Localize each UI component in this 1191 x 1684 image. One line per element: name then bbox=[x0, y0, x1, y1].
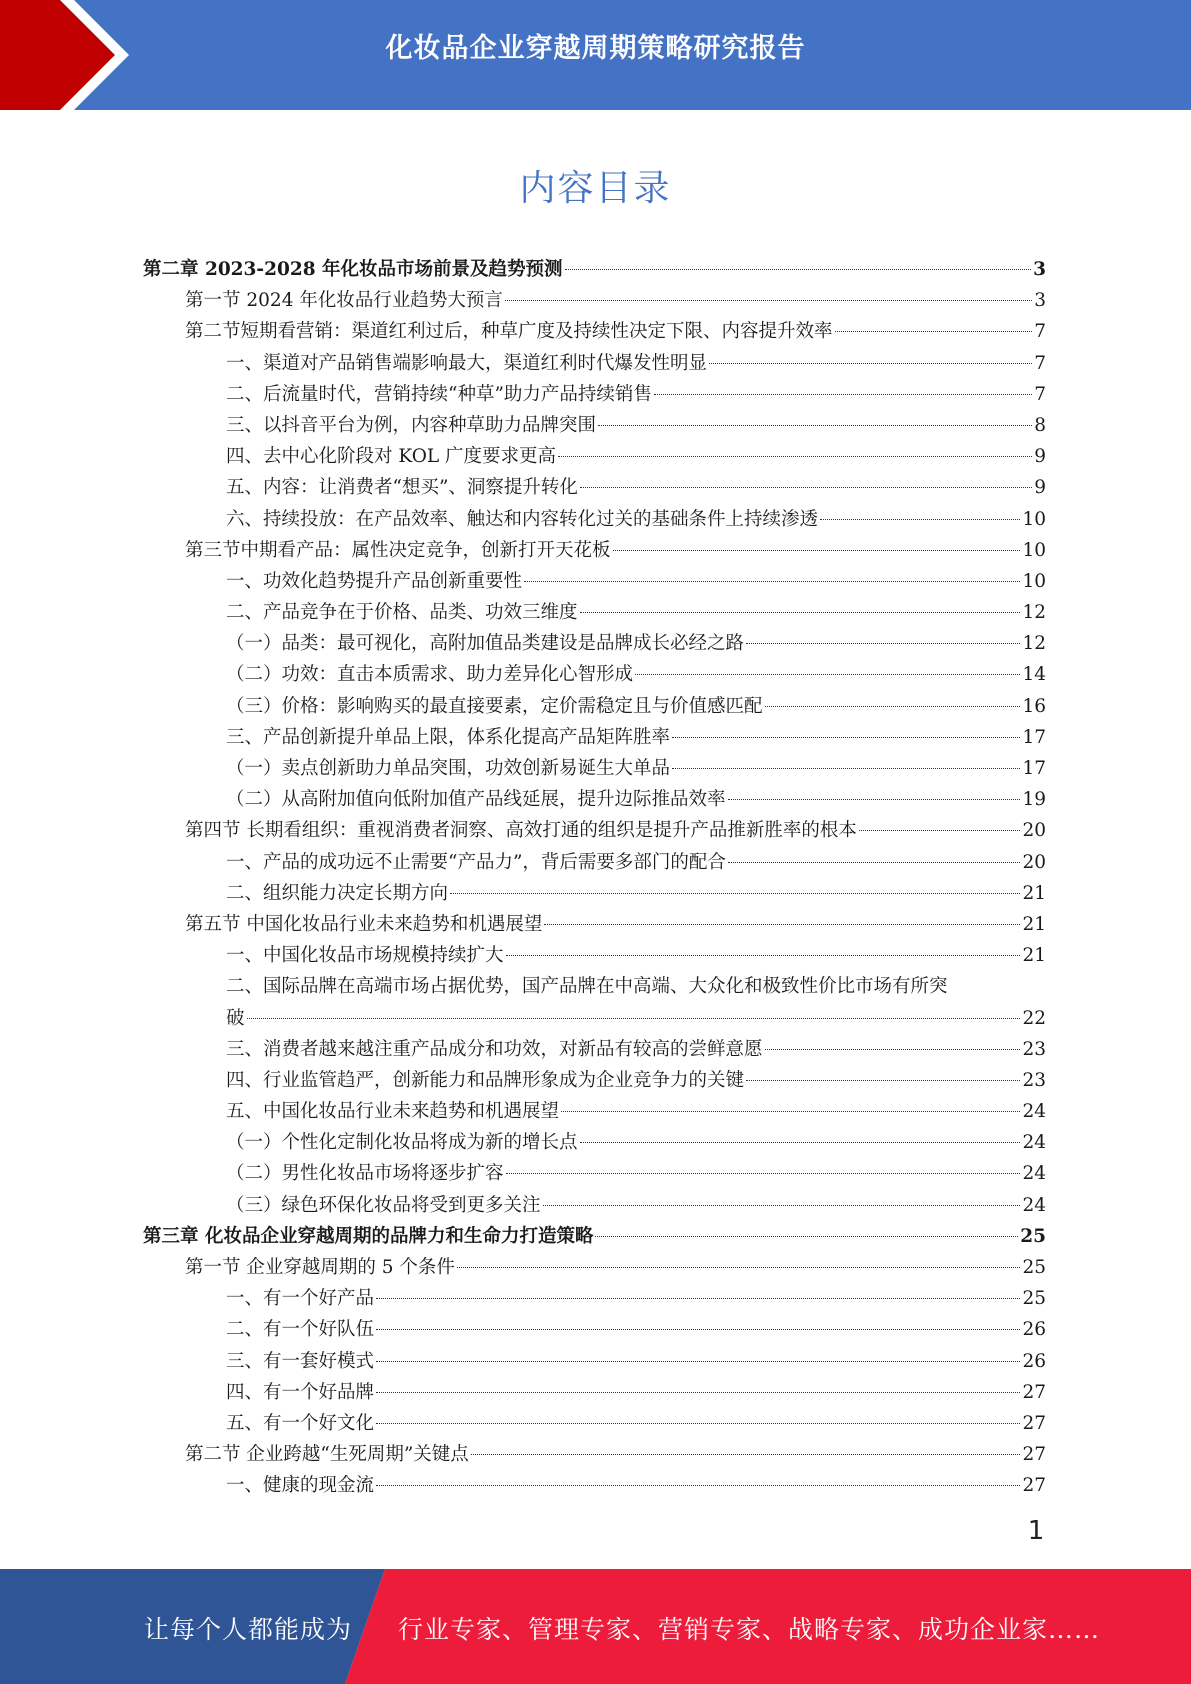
toc-page-number: 20 bbox=[1022, 820, 1046, 842]
toc-entry[interactable] bbox=[0, 722, 1046, 753]
toc-entry-text: （二）男性化妆品市场将逐步扩容 bbox=[226, 1163, 504, 1185]
toc-page-number: 12 bbox=[1022, 602, 1046, 624]
document-title: 化妆品企业穿越周期策略研究报告 bbox=[385, 33, 806, 64]
toc-leader-dots bbox=[728, 799, 1021, 800]
toc-entry[interactable] bbox=[0, 535, 1046, 566]
toc-page-number: 25 bbox=[1022, 1288, 1046, 1310]
toc-leader-dots bbox=[565, 269, 1032, 270]
toc-entry-text: 四、去中心化阶段对 KOL 广度要求更高 bbox=[226, 446, 557, 468]
toc-entry-text: 第三章 化妆品企业穿越周期的品牌力和生命力打造策略 bbox=[143, 1225, 594, 1247]
toc-entry-text: 第三节中期看产品：属性决定竞争，创新打开天花板 bbox=[185, 539, 611, 561]
toc-entry[interactable] bbox=[0, 847, 1046, 878]
toc-leader-dots bbox=[859, 830, 1021, 831]
toc-leader-dots bbox=[376, 1329, 1020, 1330]
toc-entry[interactable] bbox=[0, 348, 1046, 379]
toc-entry[interactable] bbox=[0, 1346, 1046, 1377]
toc-page-number: 10 bbox=[1022, 570, 1046, 592]
toc-page-number: 20 bbox=[1022, 851, 1046, 873]
toc-leader-dots bbox=[376, 1423, 1020, 1424]
toc-page-number: 24 bbox=[1022, 1163, 1046, 1185]
toc-entry[interactable] bbox=[0, 441, 1046, 472]
toc-leader-dots bbox=[558, 456, 1032, 457]
toc-leader-dots bbox=[672, 737, 1020, 738]
toc-leader-dots bbox=[543, 1205, 1021, 1206]
toc-entry[interactable] bbox=[0, 1065, 1046, 1096]
toc-leader-dots bbox=[613, 550, 1021, 551]
toc-entry[interactable] bbox=[0, 628, 1046, 659]
toc-entry[interactable] bbox=[0, 784, 1046, 815]
toc-page-number: 27 bbox=[1022, 1381, 1046, 1403]
toc-entry-text: 三、有一套好模式 bbox=[226, 1350, 375, 1372]
toc-leader-dots bbox=[506, 1173, 1021, 1174]
toc-page-number: 12 bbox=[1022, 633, 1046, 655]
toc-entry[interactable] bbox=[0, 285, 1046, 316]
toc-entry-text: （一）品类：最可视化，高附加值品类建设是品牌成长必经之路 bbox=[226, 633, 745, 655]
toc-leader-dots bbox=[595, 1236, 1018, 1237]
toc-leader-dots bbox=[654, 394, 1032, 395]
toc-list bbox=[0, 254, 1191, 1502]
toc-page-number: 27 bbox=[1022, 1412, 1046, 1434]
toc-entry[interactable] bbox=[0, 1314, 1046, 1345]
toc-page-number: 25 bbox=[1020, 1225, 1046, 1247]
toc-leader-dots bbox=[580, 612, 1021, 613]
toc-leader-dots bbox=[247, 1018, 1021, 1019]
toc-page-number: 8 bbox=[1034, 414, 1046, 436]
toc-entry-text: 第二节短期看营销：渠道红利过后，种草广度及持续性决定下限、内容提升效率 bbox=[185, 321, 833, 343]
toc-entry-text: 二、产品竞争在于价格、品类、功效三维度 bbox=[226, 602, 578, 624]
toc-leader-dots bbox=[561, 1111, 1020, 1112]
toc-entry[interactable] bbox=[0, 753, 1046, 784]
toc-leader-dots bbox=[457, 1267, 1021, 1268]
toc-entry[interactable] bbox=[0, 940, 1046, 971]
toc-entry-text: 三、产品创新提升单品上限，体系化提高产品矩阵胜率 bbox=[226, 726, 671, 748]
toc-entry-text: 三、消费者越来越注重产品成分和功效，对新品有较高的尝鲜意愿 bbox=[226, 1038, 763, 1060]
toc-page-number: 24 bbox=[1022, 1101, 1046, 1123]
toc-leader-dots bbox=[728, 862, 1021, 863]
toc-entry-text: 一、渠道对产品销售端影响最大，渠道红利时代爆发性明显 bbox=[226, 352, 708, 374]
toc-leader-dots bbox=[471, 1454, 1021, 1455]
toc-entry[interactable] bbox=[0, 815, 1046, 846]
toc-entry-text: 第一节 企业穿越周期的 5 个条件 bbox=[185, 1257, 455, 1279]
toc-leader-dots bbox=[820, 519, 1020, 520]
toc-entry-text: 第二节 企业跨越“生死周期”关键点 bbox=[185, 1444, 469, 1466]
toc-entry[interactable] bbox=[0, 1377, 1046, 1408]
toc-entry[interactable] bbox=[0, 1470, 1046, 1501]
toc-entry-text: 一、中国化妆品市场规模持续扩大 bbox=[226, 945, 504, 967]
toc-page-number: 27 bbox=[1022, 1475, 1046, 1497]
toc-entry-continuation bbox=[226, 1003, 1046, 1034]
page-number: 1 bbox=[1027, 1516, 1045, 1546]
toc-page-number: 14 bbox=[1022, 664, 1046, 686]
toc-leader-dots bbox=[376, 1392, 1020, 1393]
toc-entry-text: 二、后流量时代，营销持续“种草”助力产品持续销售 bbox=[226, 383, 652, 405]
toc-entry-text: 五、中国化妆品行业未来趋势和机遇展望 bbox=[226, 1101, 560, 1123]
toc-entry[interactable] bbox=[0, 254, 1046, 285]
toc-entry-text: （二）功效：直击本质需求、助力差异化心智形成 bbox=[226, 664, 634, 686]
toc-page-number: 24 bbox=[1022, 1194, 1046, 1216]
footer-slogan-left: 让每个人都能成为 bbox=[144, 1615, 353, 1644]
toc-page-number: 27 bbox=[1022, 1444, 1046, 1466]
toc-entry-text: 六、持续投放：在产品效率、触达和内容转化过关的基础条件上持续渗透 bbox=[226, 508, 819, 530]
toc-page-number: 26 bbox=[1022, 1350, 1046, 1372]
toc-page-number: 16 bbox=[1022, 695, 1046, 717]
toc-entry[interactable] bbox=[0, 909, 1046, 940]
toc-leader-dots bbox=[376, 1361, 1020, 1362]
toc-entry[interactable] bbox=[0, 878, 1046, 909]
toc-entry-text: （一）卖点创新助力单品突围，功效创新易诞生大单品 bbox=[226, 758, 671, 779]
toc-entry-text: （三）价格：影响购买的最直接要素，定价需稳定且与价值感匹配 bbox=[226, 695, 763, 717]
toc-leader-dots bbox=[765, 706, 1021, 707]
toc-entry[interactable] bbox=[0, 1127, 1046, 1158]
toc-entry-text: 第二章 2023-2028 年化妆品市场前景及趋势预测 bbox=[143, 259, 563, 280]
toc-entry[interactable] bbox=[0, 472, 1046, 503]
toc-entry-text: 一、有一个好产品 bbox=[226, 1288, 375, 1310]
toc-page-number: 21 bbox=[1022, 945, 1046, 967]
toc-page-number: 23 bbox=[1022, 1069, 1046, 1091]
toc-entry[interactable] bbox=[0, 1408, 1046, 1439]
toc-entry[interactable] bbox=[0, 1252, 1046, 1283]
toc-leader-dots bbox=[580, 487, 1032, 488]
toc-page-number: 25 bbox=[1022, 1257, 1046, 1279]
toc-leader-dots bbox=[835, 331, 1033, 332]
toc-entry[interactable] bbox=[0, 316, 1046, 347]
toc-entry[interactable] bbox=[0, 597, 1046, 628]
toc-entry-text: 第四节 长期看组织：重视消费者洞察、高效打通的组织是提升产品推新胜率的根本 bbox=[185, 820, 857, 842]
toc-entry-text: 一、产品的成功远不止需要“产品力”，背后需要多部门的配合 bbox=[226, 851, 726, 873]
toc-entry[interactable] bbox=[0, 1158, 1046, 1189]
toc-entry-text: 一、健康的现金流 bbox=[226, 1475, 375, 1497]
toc-entry-text: 三、以抖音平台为例，内容种草助力品牌突围 bbox=[226, 414, 597, 436]
toc-page-number: 3 bbox=[1033, 259, 1046, 280]
toc-entry[interactable] bbox=[0, 1034, 1046, 1065]
toc-entry[interactable] bbox=[0, 566, 1046, 597]
toc-page-number: 17 bbox=[1022, 726, 1046, 748]
toc-entry-text: 四、行业监管趋严，创新能力和品牌形象成为企业竞争力的关键 bbox=[226, 1069, 745, 1091]
toc-page-number: 10 bbox=[1022, 539, 1046, 561]
toc-leader-dots bbox=[746, 643, 1020, 644]
toc-page-number: 23 bbox=[1022, 1038, 1046, 1060]
toc-leader-dots bbox=[505, 300, 1032, 301]
toc-entry-text: （一）个性化定制化妆品将成为新的增长点 bbox=[226, 1132, 578, 1154]
toc-leader-dots bbox=[709, 363, 1032, 364]
toc-entry-text-continued: 破 bbox=[226, 1007, 245, 1029]
toc-entry[interactable] bbox=[0, 659, 1046, 690]
toc-page-number: 22 bbox=[1022, 1007, 1046, 1029]
toc-page-number: 9 bbox=[1034, 477, 1046, 499]
toc-page-number: 21 bbox=[1022, 913, 1046, 935]
toc-entry-text: 二、国际品牌在高端市场占据优势，国产品牌在中高端、大众化和极致性价比市场有所突 bbox=[226, 976, 948, 998]
toc-leader-dots bbox=[376, 1485, 1020, 1486]
header-band bbox=[0, 0, 1191, 110]
toc-entry-text: 五、有一个好文化 bbox=[226, 1412, 375, 1434]
toc-entry-text: 第五节 中国化妆品行业未来趋势和机遇展望 bbox=[185, 913, 543, 935]
toc-leader-dots bbox=[635, 674, 1020, 675]
toc-page-number: 19 bbox=[1022, 789, 1046, 811]
toc-entry[interactable] bbox=[0, 1221, 1046, 1252]
toc-page-number: 7 bbox=[1034, 321, 1046, 343]
toc-entry[interactable] bbox=[0, 1439, 1046, 1470]
toc-page-number: 3 bbox=[1034, 290, 1046, 312]
toc-entry-text: （三）绿色环保化妆品将受到更多关注 bbox=[226, 1194, 541, 1216]
toc-entry[interactable] bbox=[0, 1283, 1046, 1314]
toc-leader-dots bbox=[524, 581, 1020, 582]
toc-page-number: 9 bbox=[1034, 446, 1046, 468]
toc-page-number: 7 bbox=[1034, 352, 1046, 374]
toc-entry[interactable] bbox=[0, 1190, 1046, 1221]
toc-leader-dots bbox=[506, 955, 1021, 956]
toc-entry-text: 四、有一个好品牌 bbox=[226, 1381, 375, 1403]
toc-page-number: 26 bbox=[1022, 1319, 1046, 1341]
toc-page-number: 21 bbox=[1022, 882, 1046, 904]
toc-title: 内容目录 bbox=[519, 168, 672, 209]
toc-entry-text: 二、组织能力决定长期方向 bbox=[226, 882, 449, 904]
toc-entry[interactable] bbox=[0, 504, 1046, 535]
toc-entry[interactable] bbox=[0, 1096, 1046, 1127]
toc-leader-dots bbox=[544, 924, 1020, 925]
toc-page-number: 10 bbox=[1022, 508, 1046, 530]
toc-page-number: 17 bbox=[1022, 758, 1046, 779]
toc-entry[interactable] bbox=[0, 691, 1046, 722]
toc-leader-dots bbox=[580, 1142, 1021, 1143]
toc-leader-dots bbox=[746, 1080, 1020, 1081]
toc-entry[interactable] bbox=[0, 379, 1046, 410]
toc-leader-dots bbox=[450, 893, 1020, 894]
toc-leader-dots bbox=[598, 425, 1032, 426]
toc-entry[interactable] bbox=[0, 971, 1046, 1033]
toc-page-number: 24 bbox=[1022, 1132, 1046, 1154]
toc-entry-text: 第一节 2024 年化妆品行业趋势大预言 bbox=[185, 290, 503, 312]
toc-page-number: 7 bbox=[1034, 383, 1046, 405]
toc-leader-dots bbox=[376, 1298, 1020, 1299]
footer-slogan-right: 行业专家、管理专家、营销专家、战略专家、成功企业家…… bbox=[398, 1615, 1101, 1644]
toc-leader-dots bbox=[672, 768, 1020, 769]
toc-entry-text: 五、内容：让消费者“想买”、洞察提升转化 bbox=[226, 477, 578, 499]
toc-entry-text: （二）从高附加值向低附加值产品线延展，提升边际推品效率 bbox=[226, 789, 726, 811]
toc-entry-text: 一、功效化趋势提升产品创新重要性 bbox=[226, 570, 523, 592]
toc-leader-dots bbox=[765, 1049, 1021, 1050]
toc-entry-text: 二、有一个好队伍 bbox=[226, 1319, 375, 1341]
toc-entry[interactable] bbox=[0, 410, 1046, 441]
